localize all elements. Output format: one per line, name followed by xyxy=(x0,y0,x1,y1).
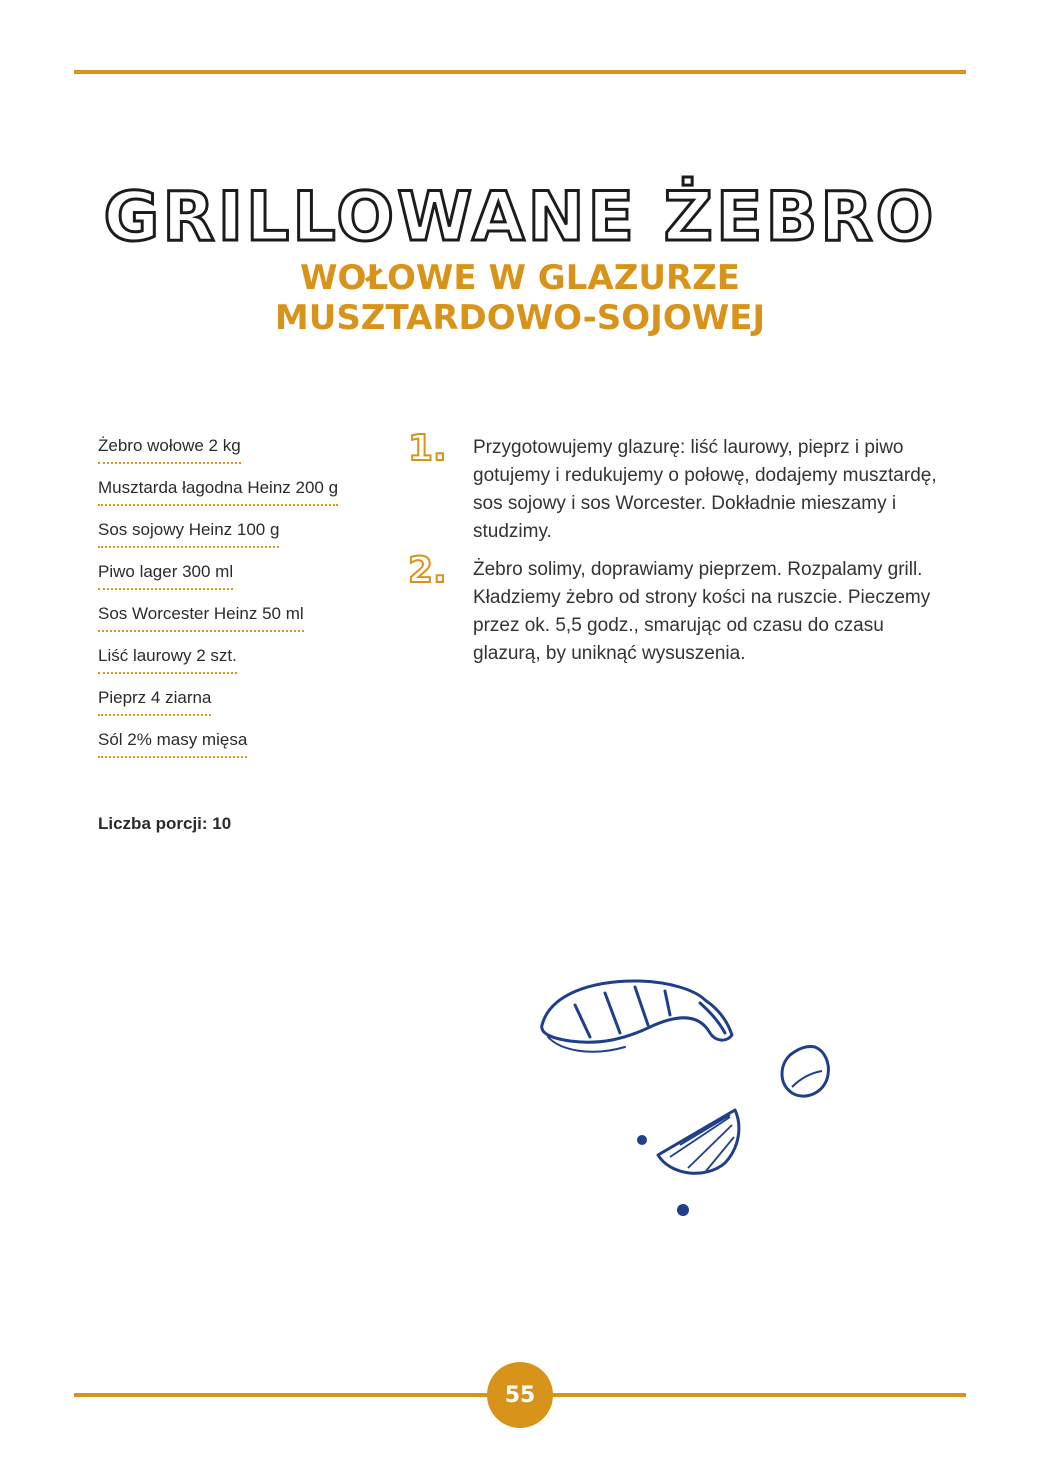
page-number-badge: 55 xyxy=(487,1362,553,1428)
step-number: 2. xyxy=(408,550,447,591)
grilled-rib-icon xyxy=(542,981,732,1052)
top-rule xyxy=(74,70,966,74)
step-text: Żebro solimy, doprawiamy pieprzem. Rozpalamy grill. Kładziemy żebro od strony kości na ruszcie. Pieczemy przez ok. 5,5 godz., smarując od czasu do czasu glazurą, by uniknąć wysuszenia. xyxy=(473,559,931,664)
lemon-slice-icon xyxy=(658,1110,739,1173)
ingredient-item: Liść laurowy 2 szt. xyxy=(98,642,398,684)
servings-count: Liczba porcji: 10 xyxy=(98,814,232,833)
subtitle-line-1: WOŁOWE W GLAZURZE xyxy=(299,258,741,298)
recipe-subtitle xyxy=(0,258,1040,338)
recipe-title: GRILLOWANE ŻEBRO xyxy=(103,178,937,257)
peppercorn-icon xyxy=(677,1204,689,1216)
ingredient-item: Sól 2% masy mięsa xyxy=(98,726,398,768)
ingredient-item: Żebro wołowe 2 kg xyxy=(98,432,398,474)
step-number: 1. xyxy=(408,428,447,469)
ingredient-item: Piwo lager 300 ml xyxy=(98,558,398,600)
peppercorn-icon xyxy=(637,1135,647,1145)
subtitle-line-2: MUSZTARDOWO-SOJOWEJ xyxy=(274,298,766,338)
garlic-clove-icon xyxy=(782,1046,828,1096)
step-text: Przygotowujemy glazurę: liść laurowy, pieprz i piwo gotujemy i redukujemy o połowę, dodajemy musztardę, sos sojowy i sos Worcester. Dokładnie mieszamy i studzimy. xyxy=(473,437,937,542)
ingredients-list xyxy=(98,432,398,768)
ingredient-item: Sos Worcester Heinz 50 ml xyxy=(98,600,398,642)
ingredient-item: Musztarda łagodna Heinz 200 g xyxy=(98,474,398,516)
food-illustration xyxy=(530,975,840,1220)
ingredient-item: Pieprz 4 ziarna xyxy=(98,684,398,726)
ingredient-item: Sos sojowy Heinz 100 g xyxy=(98,516,398,558)
